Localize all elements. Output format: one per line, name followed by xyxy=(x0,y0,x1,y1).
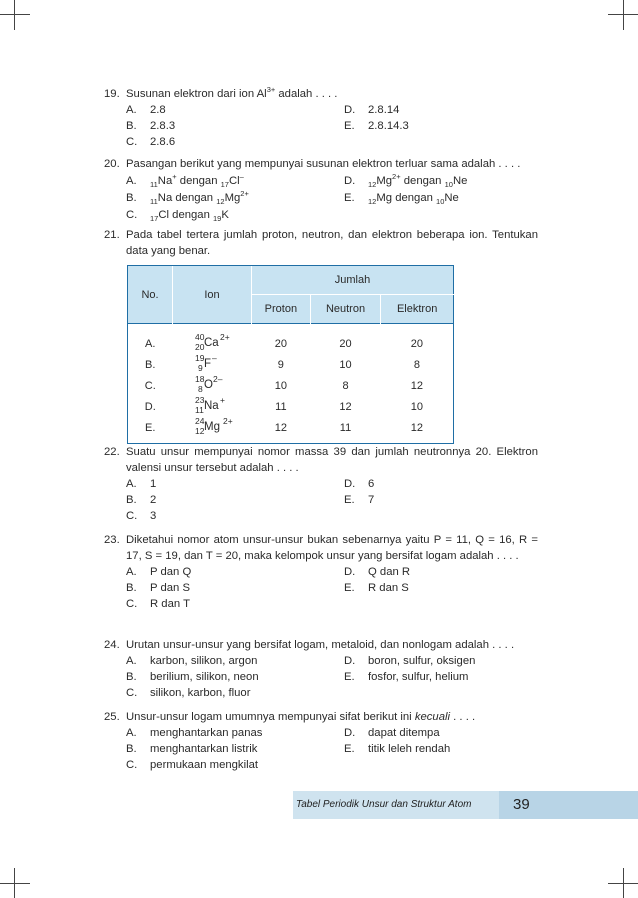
option-c[interactable]: C. $_{17}$Cl dengan $_{19}$K xyxy=(126,209,229,223)
option-b[interactable]: B. menghantarkan listrik xyxy=(126,743,258,755)
option-a[interactable]: A. karbon, silikon, argon xyxy=(126,655,258,667)
row-no: E. xyxy=(128,418,173,439)
question-text: Suatu unsur mempunyai nomor massa 39 dan jumlah neutronnya 20. Elektron valensi unsur tersebut adalah . . . . xyxy=(126,446,538,474)
question-text: Pasangan berikut yang mempunyai susunan elektron terluar sama adalah . . . . xyxy=(126,158,521,170)
option-d[interactable]: D. Q dan R xyxy=(344,566,411,578)
option-c[interactable]: C. 3 xyxy=(126,510,157,522)
header-jumlah: Jumlah xyxy=(252,266,454,295)
option-e[interactable]: E. titik leleh rendah xyxy=(344,743,451,755)
option-e[interactable]: E. 2.8.14.3 xyxy=(344,120,409,132)
option-a[interactable]: A. menghantarkan panas xyxy=(126,727,263,739)
table-row xyxy=(128,355,454,376)
crop-mark xyxy=(0,14,30,15)
question-number: 20. xyxy=(104,158,120,170)
question-24 xyxy=(104,637,538,701)
row-no: D. xyxy=(128,397,173,418)
ion-cell: 19 9 F – xyxy=(195,353,217,373)
proton-cell: 12 xyxy=(274,422,287,434)
option-e[interactable]: E. 7 xyxy=(344,494,375,506)
header-proton: Proton xyxy=(252,295,311,324)
proton-cell: 20 xyxy=(274,338,287,350)
question-number: 22. xyxy=(104,446,120,458)
page-number: 39 xyxy=(513,796,530,813)
row-no: A. xyxy=(128,334,173,355)
option-b[interactable]: B. $_{11}$Na dengan $_{12}Mg^{2+}$ xyxy=(126,189,249,206)
ion-cell: 24 12 Mg 2+ xyxy=(195,416,233,436)
option-c[interactable]: C. R dan T xyxy=(126,598,190,610)
question-text: Diketahui nomor atom unsur-unsur bukan sebenarnya yaitu P = 11, Q = 16, R = 17, S = 19, dan T = 20, maka kelompok unsur yang bersifat logam adalah . . . . xyxy=(126,534,538,562)
ion-cell: 23 11 Na + xyxy=(195,395,225,415)
question-number: 21. xyxy=(104,229,120,241)
crop-mark xyxy=(623,0,624,30)
elektron-cell: 20 xyxy=(381,334,454,355)
question-number: 24. xyxy=(104,639,120,651)
option-b[interactable]: B. 2 xyxy=(126,494,157,506)
option-d[interactable]: D. boron, sulfur, oksigen xyxy=(344,655,476,667)
neutron-cell: 12 xyxy=(339,401,352,413)
crop-mark xyxy=(608,14,638,15)
question-22 xyxy=(104,444,538,524)
option-a[interactable]: A. 2.8 xyxy=(126,104,166,116)
crop-mark xyxy=(14,0,15,30)
neutron-cell: 20 xyxy=(339,338,352,350)
question-25 xyxy=(104,709,538,773)
option-c[interactable]: C. silikon, karbon, fluor xyxy=(126,687,251,699)
option-d[interactable]: D. 2.8.14 xyxy=(344,104,400,116)
question-text: Urutan unsur-unsur yang bersifat logam, metaloid, dan nonlogam adalah . . . . xyxy=(126,639,515,651)
option-e[interactable]: E. fosfor, sulfur, helium xyxy=(344,671,469,683)
elektron-cell: 10 xyxy=(381,397,454,418)
proton-cell: 9 xyxy=(277,359,284,371)
question-text: Susunan elektron dari ion $Al^{3+}$ adalah . . . . xyxy=(126,85,338,100)
page-footer xyxy=(0,791,638,819)
option-c[interactable]: C. permukaan mengkilat xyxy=(126,759,259,771)
elektron-cell: 8 xyxy=(381,355,454,376)
question-23 xyxy=(104,532,538,612)
question-21 xyxy=(104,227,538,259)
option-b[interactable]: B. P dan S xyxy=(126,582,190,594)
header-elektron: Elektron xyxy=(381,295,454,324)
table-row xyxy=(128,397,454,418)
option-d[interactable]: D. $_{12}Mg^{2+}$ dengan $_{10}$Ne xyxy=(344,172,468,189)
row-no: C. xyxy=(128,376,173,397)
table-row xyxy=(128,376,454,397)
option-b[interactable]: B. 2.8.3 xyxy=(126,120,176,132)
question-number: 25. xyxy=(104,711,120,723)
header-neutron: Neutron xyxy=(310,295,381,324)
option-e[interactable]: E. $_{12}$Mg dengan $_{10}$Ne xyxy=(344,192,459,206)
chapter-title: Tabel Periodik Unsur dan Struktur Atom xyxy=(296,799,472,810)
table-row xyxy=(128,334,454,355)
option-a[interactable]: A. $_{11}$Na+ dengan $_{17}$Cl– xyxy=(126,172,244,189)
proton-cell: 11 xyxy=(275,401,287,413)
proton-cell: 10 xyxy=(274,380,287,392)
neutron-cell: 10 xyxy=(339,359,352,371)
elektron-cell: 12 xyxy=(381,418,454,439)
table-row xyxy=(128,418,454,439)
question-19 xyxy=(104,86,538,150)
question-20 xyxy=(104,156,538,224)
option-b[interactable]: B. berilium, silikon, neon xyxy=(126,671,259,683)
option-a[interactable]: A. 1 xyxy=(126,478,157,490)
option-c[interactable]: C. 2.8.6 xyxy=(126,136,176,148)
neutron-cell: 11 xyxy=(339,422,352,434)
question-number: 23. xyxy=(104,534,120,546)
neutron-cell: 8 xyxy=(342,380,349,392)
ion-cell: 40 20 Ca 2+ xyxy=(195,332,230,352)
header-ion: Ion xyxy=(173,266,252,324)
question-text: Unsur-unsur logam umumnya mempunyai sifat berikut ini kecuali . . . . xyxy=(126,711,476,723)
crop-mark xyxy=(608,883,638,884)
question-text: Pada tabel tertera jumlah proton, neutron, dan elektron beberapa ion. Tentukan data yang benar. xyxy=(126,229,538,257)
question-number: 19. xyxy=(104,88,120,100)
ion-table xyxy=(127,265,454,444)
option-e[interactable]: E. R dan S xyxy=(344,582,409,594)
ion-cell: 18 8 O 2– xyxy=(195,374,223,394)
option-d[interactable]: D. dapat ditempa xyxy=(344,727,440,739)
option-d[interactable]: D. 6 xyxy=(344,478,375,490)
crop-mark xyxy=(0,883,30,884)
option-a[interactable]: A. P dan Q xyxy=(126,566,192,578)
row-no: B. xyxy=(128,355,173,376)
header-no: No. xyxy=(128,266,173,324)
elektron-cell: 12 xyxy=(381,376,454,397)
